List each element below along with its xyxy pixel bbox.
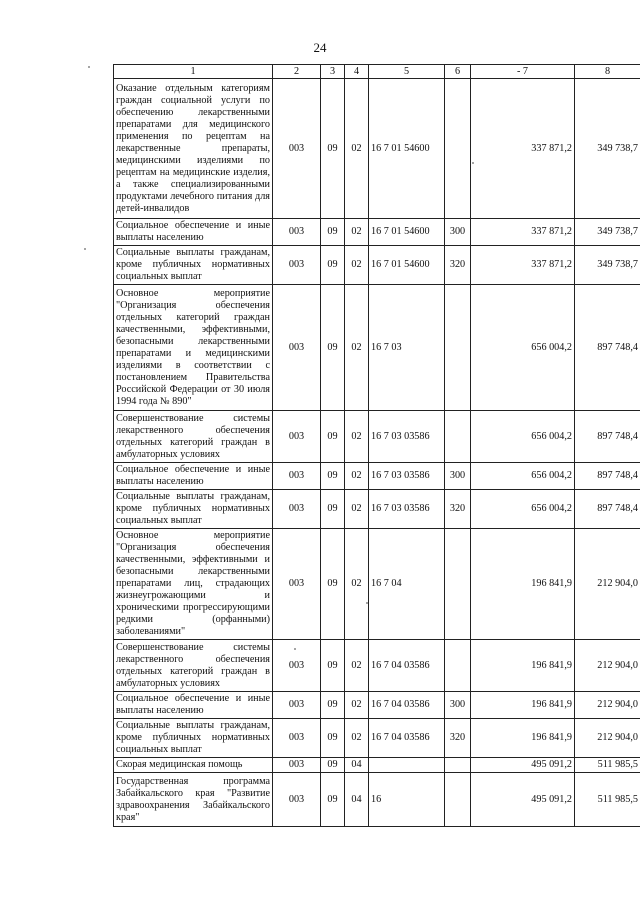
table-row: [114, 285, 640, 411]
row-name: Совершенствование системы лекарственного обеспечения отдельных категорий граждан в амбулаторных условиях: [114, 640, 273, 692]
expense-type: [445, 79, 471, 219]
scan-speck: [472, 162, 474, 164]
section-code: 09: [321, 692, 345, 719]
subsection-code: 02: [345, 692, 369, 719]
section-code: 09: [321, 719, 345, 758]
table-row: [114, 246, 640, 285]
admin-code: 003: [273, 529, 321, 640]
table-row: [114, 490, 640, 529]
column-header: - 7: [471, 65, 575, 79]
admin-code: 003: [273, 79, 321, 219]
section-code: 09: [321, 285, 345, 411]
section-code: 09: [321, 490, 345, 529]
amount-col8: 212 904,0: [575, 719, 640, 758]
target-article: 16 7 04: [369, 529, 445, 640]
subsection-code: 02: [345, 246, 369, 285]
amount-col8: 212 904,0: [575, 529, 640, 640]
subsection-code: 04: [345, 758, 369, 773]
expense-type: [445, 758, 471, 773]
row-name: Социальные выплаты гражданам, кроме публичных нормативных социальных выплат: [114, 490, 273, 529]
admin-code: 003: [273, 219, 321, 246]
row-name: Оказание отдельным категориям граждан социальной услуги по обеспечению лекарственными препаратами для медицинского применения по рецептам на лекарственные препараты, медицинскими изделиями по рецептам на медицинские изделия, а также специализированными продуктами лечебного питания для детей-инвалидов: [114, 79, 273, 219]
table-row: [114, 463, 640, 490]
scan-speck: [88, 66, 90, 68]
table-row: [114, 640, 640, 692]
subsection-code: 02: [345, 463, 369, 490]
row-name: Социальные выплаты гражданам, кроме публичных нормативных социальных выплат: [114, 246, 273, 285]
table-row: [114, 79, 640, 219]
amount-col7: 656 004,2: [471, 490, 575, 529]
row-name: Основное мероприятие "Организация обеспечения отдельных категорий граждан качественными, эффективными, безопасными лекарственными препаратами и медицинскими изделиями в соответствии с постановлением Правительства Российской Федерации от 30 июля 1994 года № 890": [114, 285, 273, 411]
amount-col7: 196 841,9: [471, 640, 575, 692]
target-article: 16 7 04 03586: [369, 719, 445, 758]
scan-speck: [84, 248, 86, 250]
amount-col8: 897 748,4: [575, 411, 640, 463]
admin-code: 003: [273, 719, 321, 758]
column-header: 1: [114, 65, 273, 79]
scan-speck: [366, 602, 368, 604]
table-row: [114, 529, 640, 640]
amount-col7: 656 004,2: [471, 285, 575, 411]
amount-col8: 511 985,5: [575, 758, 640, 773]
admin-code: 003: [273, 463, 321, 490]
admin-code: 003: [273, 285, 321, 411]
admin-code: 003: [273, 692, 321, 719]
subsection-code: 02: [345, 285, 369, 411]
subsection-code: 02: [345, 219, 369, 246]
target-article: 16 7 03 03586: [369, 411, 445, 463]
admin-code: 003: [273, 773, 321, 827]
amount-col7: 337 871,2: [471, 246, 575, 285]
expense-type: 320: [445, 719, 471, 758]
column-header: 5: [369, 65, 445, 79]
amount-col8: 349 738,7: [575, 79, 640, 219]
section-code: 09: [321, 219, 345, 246]
row-name: Государственная программа Забайкальского края "Развитие здравоохранения Забайкальского края": [114, 773, 273, 827]
amount-col8: 349 738,7: [575, 219, 640, 246]
admin-code: 003: [273, 411, 321, 463]
section-code: 09: [321, 79, 345, 219]
column-header: 2: [273, 65, 321, 79]
row-name: Основное мероприятие "Организация обеспечения качественными, эффективными и безопасными лекарственными препаратами лиц, страдающих жизнеугрожающими и хроническими прогрессирующими редкими (орфанными) заболеваниями": [114, 529, 273, 640]
target-article: 16 7 01 54600: [369, 79, 445, 219]
section-code: 09: [321, 773, 345, 827]
table-row: [114, 692, 640, 719]
expense-type: 300: [445, 219, 471, 246]
admin-code: 003: [273, 640, 321, 692]
subsection-code: 02: [345, 411, 369, 463]
row-name: Социальные выплаты гражданам, кроме публичных нормативных социальных выплат: [114, 719, 273, 758]
table-row: [114, 411, 640, 463]
section-code: 09: [321, 640, 345, 692]
expense-type: [445, 773, 471, 827]
expense-type: [445, 285, 471, 411]
section-code: 09: [321, 529, 345, 640]
target-article: 16 7 01 54600: [369, 219, 445, 246]
table-row: [114, 758, 640, 773]
amount-col7: 196 841,9: [471, 692, 575, 719]
expense-type: [445, 640, 471, 692]
amount-col8: 212 904,0: [575, 640, 640, 692]
target-article: 16 7 04 03586: [369, 640, 445, 692]
section-code: 09: [321, 246, 345, 285]
column-header: 4: [345, 65, 369, 79]
amount-col7: 337 871,2: [471, 219, 575, 246]
amount-col7: 196 841,9: [471, 719, 575, 758]
subsection-code: 02: [345, 79, 369, 219]
budget-table: [113, 64, 640, 827]
subsection-code: 02: [345, 640, 369, 692]
amount-col8: 897 748,4: [575, 463, 640, 490]
column-header: 3: [321, 65, 345, 79]
column-header: 8: [575, 65, 640, 79]
section-code: 09: [321, 411, 345, 463]
admin-code: 003: [273, 246, 321, 285]
target-article: 16: [369, 773, 445, 827]
amount-col7: 196 841,9: [471, 529, 575, 640]
expense-type: 320: [445, 490, 471, 529]
subsection-code: 02: [345, 719, 369, 758]
subsection-code: 02: [345, 490, 369, 529]
target-article: 16 7 03: [369, 285, 445, 411]
subsection-code: 02: [345, 529, 369, 640]
amount-col7: 495 091,2: [471, 773, 575, 827]
expense-type: 300: [445, 692, 471, 719]
section-code: 09: [321, 463, 345, 490]
amount-col8: 349 738,7: [575, 246, 640, 285]
row-name: Скорая медицинская помощь: [114, 758, 273, 773]
row-name: Социальное обеспечение и иные выплаты населению: [114, 463, 273, 490]
target-article: 16 7 01 54600: [369, 246, 445, 285]
amount-col8: 212 904,0: [575, 692, 640, 719]
amount-col8: 897 748,4: [575, 490, 640, 529]
table-body: [114, 65, 640, 827]
row-name: Социальное обеспечение и иные выплаты населению: [114, 219, 273, 246]
row-name: Социальное обеспечение и иные выплаты населению: [114, 692, 273, 719]
page-number: 24: [313, 40, 327, 55]
column-header: 6: [445, 65, 471, 79]
expense-type: 300: [445, 463, 471, 490]
subsection-code: 04: [345, 773, 369, 827]
scan-speck: [294, 648, 296, 650]
table-header-row: [114, 65, 640, 79]
amount-col7: 656 004,2: [471, 411, 575, 463]
amount-col8: 897 748,4: [575, 285, 640, 411]
table-row: [114, 773, 640, 827]
row-name: Совершенствование системы лекарственного обеспечения отдельных категорий граждан в амбулаторных условиях: [114, 411, 273, 463]
expense-type: [445, 411, 471, 463]
table-row: [114, 219, 640, 246]
section-code: 09: [321, 758, 345, 773]
target-article: 16 7 04 03586: [369, 692, 445, 719]
target-article: [369, 758, 445, 773]
admin-code: 003: [273, 490, 321, 529]
amount-col8: 511 985,5: [575, 773, 640, 827]
amount-col7: 495 091,2: [471, 758, 575, 773]
expense-type: 320: [445, 246, 471, 285]
admin-code: 003: [273, 758, 321, 773]
expense-type: [445, 529, 471, 640]
target-article: 16 7 03 03586: [369, 463, 445, 490]
amount-col7: 337 871,2: [471, 79, 575, 219]
table-row: [114, 719, 640, 758]
amount-col7: 656 004,2: [471, 463, 575, 490]
target-article: 16 7 03 03586: [369, 490, 445, 529]
